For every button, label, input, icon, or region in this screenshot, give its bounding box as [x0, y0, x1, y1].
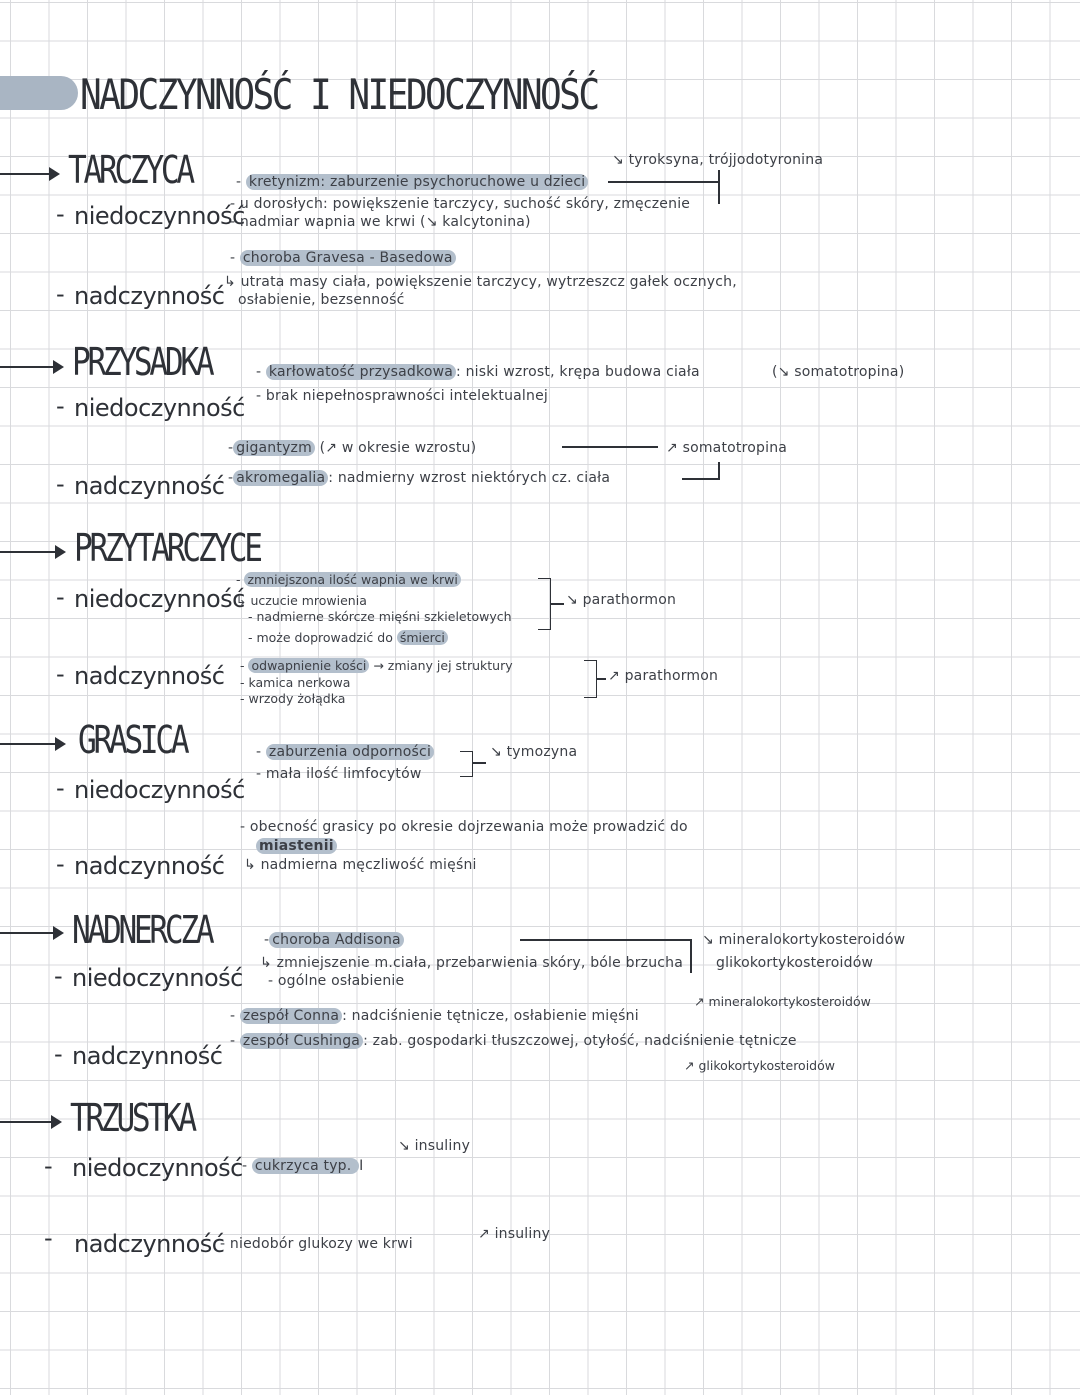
hormone-note: ↘ mineralokortykosteroidów	[702, 932, 906, 948]
note: ↳ utrata masy ciała, powiększenie tarczycy, wytrzeszcz gałek ocznych,	[224, 274, 737, 290]
note: - u dorosłych: powiększenie tarczycy, suchość skóry, zmęczenie	[230, 196, 691, 212]
label-hyper: nadczynność	[74, 282, 225, 310]
hormone-note: ↗ glikokortykosteroidów	[684, 1058, 835, 1073]
note: - zespół Conna : nadciśnienie tętnicze, osłabienie mięśni	[230, 1008, 639, 1024]
note-text: I	[359, 1158, 364, 1174]
section-title-tarczyca: TARCZYCA	[68, 148, 192, 192]
bullet-dash: -	[56, 470, 65, 498]
hormone-note: ↗ insuliny	[478, 1226, 551, 1242]
connector-line	[550, 603, 564, 605]
bullet-dash: -	[44, 1224, 53, 1252]
hormone-note: ↗ mineralokortykosteroidów	[694, 994, 871, 1009]
connector-line	[690, 939, 692, 973]
label-hyper: nadczynność	[74, 472, 225, 500]
hormone-note: ↗ parathormon	[608, 668, 719, 684]
note: - mała ilość limfocytów	[256, 766, 422, 782]
section-title-trzustka: TRZUSTKA	[70, 1096, 194, 1140]
note-text: : nadmierny wzrost niektórych cz. ciała	[328, 470, 611, 486]
highlight: gigantyzm	[233, 440, 315, 456]
note: - kretynizm: zaburzenie psychoruchowe u dzieci	[236, 174, 588, 190]
section-title-przytarczyce: PRZYTARCZYCE	[74, 526, 260, 570]
label-hyper: nadczynność	[74, 662, 225, 690]
section-arrow-icon	[0, 932, 62, 934]
section-title-przysadka: PRZYSADKA	[72, 340, 212, 384]
connector-line	[562, 446, 658, 448]
note: ↳ uczucie mrowienia	[236, 593, 367, 608]
highlight: zespół Cushinga	[240, 1033, 363, 1049]
hormone-note: ↘ parathormon	[566, 592, 677, 608]
highlight: akromegalia	[233, 470, 328, 486]
highlight: choroba Addisona	[269, 932, 404, 948]
hormone-note: glikokortykosteroidów	[716, 955, 874, 971]
note: - akromegalia : nadmierny wzrost niektórych cz. ciała	[228, 470, 611, 486]
label-hypo: niedoczynność	[74, 585, 245, 613]
note-text: : zab. gospodarki tłuszczowej, otyłość, nadciśnienie tętnicze	[363, 1033, 797, 1049]
highlight: cukrzyca typ.	[252, 1158, 359, 1174]
note: - karłowatość przysadkowa : niski wzrost, krępa budowa ciała	[256, 364, 700, 380]
highlight: odwapnienie kości	[248, 658, 369, 673]
connector-line	[596, 678, 606, 680]
label-hypo: niedoczynność	[74, 394, 245, 422]
bracket	[460, 751, 473, 777]
connector-line	[682, 478, 720, 480]
highlight: miastenii	[256, 838, 337, 854]
hormone-note: ↘ tymozyna	[490, 744, 578, 760]
note: - cukrzyca typ. I	[242, 1158, 364, 1174]
bullet-dash: -	[56, 392, 65, 420]
note-text: : niski wzrost, krępa budowa ciała	[456, 364, 700, 380]
label-hypo: niedoczynność	[72, 1154, 243, 1182]
note	[256, 838, 337, 854]
connector-line	[520, 939, 690, 941]
note	[248, 630, 448, 645]
connector-line	[608, 181, 718, 183]
note: - choroba Addisona	[264, 932, 404, 948]
section-arrow-icon	[0, 366, 62, 368]
label-hypo: niedoczynność	[72, 964, 243, 992]
note: - obecność grasicy po okresie dojrzewania może prowadzić do	[240, 819, 688, 835]
connector-line	[718, 462, 720, 479]
note: - zaburzenia odporności	[256, 744, 434, 760]
hormone-note: ↘ tyroksyna, trójjodotyronina	[612, 152, 824, 168]
label-hyper: nadczynność	[74, 852, 225, 880]
section-arrow-icon	[0, 1121, 60, 1123]
label-hypo: niedoczynność	[74, 776, 245, 804]
note: - zespół Cushinga : zab. gospodarki tłuszczowej, otyłość, nadciśnienie tętnicze	[230, 1033, 797, 1049]
section-arrow-icon	[0, 551, 64, 553]
note-text: → zmiany jej struktury	[373, 658, 513, 673]
note: ↳ zmniejszenie m.ciała, przebarwienia skóry, bóle brzucha	[260, 955, 684, 971]
note: osłabienie, bezsenność	[238, 292, 405, 308]
connector-line	[472, 762, 486, 764]
note: - odwapnienie kości → zmiany jej struktury	[240, 658, 513, 673]
note: - nadmiar wapnia we krwi (↘ kalcytonina)	[230, 214, 531, 230]
note-text: (↗ w okresie wzrostu)	[319, 440, 477, 456]
note: - wrzody żołądka	[240, 691, 346, 706]
highlight: kretynizm: zaburzenie psychoruchowe u dzieci	[246, 174, 588, 190]
bullet-dash: -	[54, 1040, 63, 1068]
title-tab-decoration	[0, 76, 78, 110]
bullet-dash: -	[56, 583, 65, 611]
note: - nadmierne skórcze mięśni szkieletowych	[248, 609, 512, 624]
highlight: zmniejszona ilość wapnia we krwi	[244, 572, 460, 587]
note: ↳ nadmierna męczliwość mięśni	[244, 857, 477, 873]
label-hypo: niedoczynność	[74, 202, 245, 230]
hormone-note: ↗ somatotropina	[666, 440, 788, 456]
note: - gigantyzm (↗ w okresie wzrostu)	[228, 440, 477, 456]
note: - kamica nerkowa	[240, 675, 351, 690]
highlight: choroba Gravesa - Basedowa	[240, 250, 456, 266]
label-hyper: nadczynność	[72, 1042, 223, 1070]
note: - niedobór glukozy we krwi	[220, 1236, 413, 1252]
section-arrow-icon	[0, 743, 64, 745]
page-title: NADCZYNNOŚĆ I NIEDOCZYNNOŚĆ	[80, 70, 598, 119]
highlight: zaburzenia odporności	[266, 744, 434, 760]
note: - brak niepełnosprawności intelektualnej	[256, 388, 548, 404]
note: - ogólne osłabienie	[268, 973, 405, 989]
note: - zmniejszona ilość wapnia we krwi	[236, 572, 461, 587]
highlight: śmierci	[397, 630, 448, 645]
bullet-dash: -	[44, 1152, 53, 1180]
note-text: : nadciśnienie tętnicze, osłabienie mięśni	[342, 1008, 639, 1024]
bullet-dash: -	[54, 962, 63, 990]
hormone-note: (↘ somatotropina)	[772, 364, 905, 380]
highlight: karłowatość przysadkowa	[266, 364, 456, 380]
bullet-dash: -	[56, 660, 65, 688]
connector-line	[718, 170, 720, 204]
section-title-grasica: GRASICA	[78, 718, 187, 762]
label-hyper: nadczynność	[74, 1230, 225, 1258]
section-title-nadnercza: NADNERCZA	[72, 908, 212, 952]
bullet-dash: -	[56, 850, 65, 878]
bullet-dash: -	[56, 200, 65, 228]
note: - choroba Gravesa - Basedowa	[230, 250, 456, 266]
bullet-dash: -	[56, 280, 65, 308]
note-text: - może doprowadzić do	[248, 630, 397, 645]
bullet-dash: -	[56, 774, 65, 802]
hormone-note: ↘ insuliny	[398, 1138, 471, 1154]
section-arrow-icon	[0, 173, 58, 175]
highlight: zespół Conna	[240, 1008, 342, 1024]
